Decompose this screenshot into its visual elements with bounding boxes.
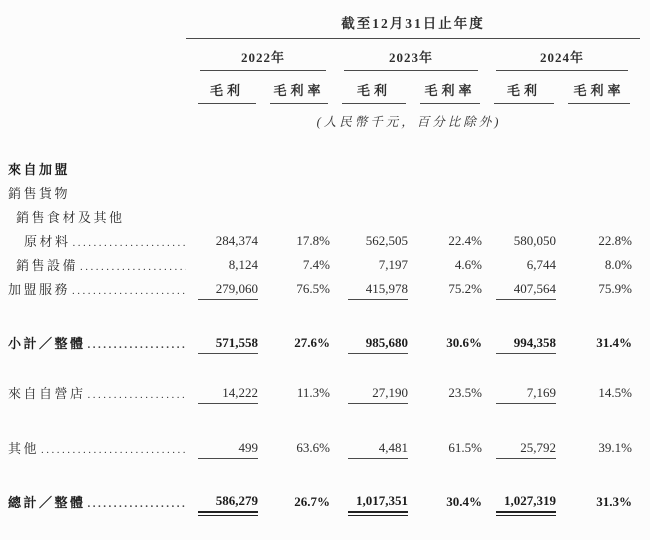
gpm-2022-value: 76.5% xyxy=(296,281,330,296)
unit-note: (人民幣千元，百分比除外) xyxy=(316,115,502,129)
row-label: 來自加盟 xyxy=(8,162,71,177)
year-2024-label: 2024年 xyxy=(496,39,628,71)
dot-leader xyxy=(86,498,186,510)
gp-2024-value: 25,792 xyxy=(496,440,556,459)
gpm-2023-value: 61.5% xyxy=(448,440,482,455)
gp-2024-value: 7,169 xyxy=(496,385,556,404)
gp-2022-value: 8,124 xyxy=(228,257,258,272)
row-label: 小計／整體 xyxy=(8,336,86,351)
year-group-2022 xyxy=(186,39,330,71)
year-2023-label: 2023年 xyxy=(344,39,478,71)
header-note-row xyxy=(8,104,640,130)
gpm-2024-value: 31.4% xyxy=(596,335,632,350)
period-title: 截至12月31日止年度 xyxy=(186,12,640,39)
gp-2022-value: 279,060 xyxy=(198,281,258,300)
row-food-ingredients-heading xyxy=(8,204,640,228)
gpm-2022-value: 17.8% xyxy=(296,233,330,248)
gpm-2022-value: 26.7% xyxy=(294,494,330,509)
row-subtotal-overall xyxy=(8,330,640,354)
dot-leader xyxy=(86,389,186,401)
row-franchise-services xyxy=(8,276,640,300)
gp-2023-value: 1,017,351 xyxy=(348,493,408,513)
gpm-2023-value: 23.5% xyxy=(448,385,482,400)
gp-2023-value: 7,197 xyxy=(378,257,408,272)
row-label: 其他 xyxy=(8,441,40,456)
row-others xyxy=(8,435,640,459)
gp-2022-value: 14,222 xyxy=(198,385,258,404)
header-period-row xyxy=(8,12,640,39)
gpm-2022-value: 7.4% xyxy=(302,257,330,272)
row-label: 來自自營店 xyxy=(8,386,86,401)
gp-2024-value: 580,050 xyxy=(513,233,556,248)
header-years-row xyxy=(8,39,640,71)
gpm-2023-value: 22.4% xyxy=(448,233,482,248)
gp-2024-value: 994,358 xyxy=(496,335,556,354)
row-label: 總計／整體 xyxy=(8,495,86,510)
dot-leader xyxy=(78,261,186,273)
gp-2024-value: 1,027,319 xyxy=(496,493,556,513)
row-sales-of-equipment xyxy=(8,252,640,276)
row-label: 銷售食材及其他 xyxy=(16,210,125,225)
year-2022-label: 2022年 xyxy=(200,39,326,71)
gp-2023-value: 415,978 xyxy=(348,281,408,300)
col-gross-margin-2024: 毛利率 xyxy=(568,71,630,104)
dot-leader xyxy=(70,285,186,297)
gpm-2022-value: 27.6% xyxy=(294,335,330,350)
gpm-2024-value: 39.1% xyxy=(598,440,632,455)
col-gross-margin-2022: 毛利率 xyxy=(270,71,328,104)
year-group-2024 xyxy=(482,39,632,71)
gp-2022-value: 284,374 xyxy=(215,233,258,248)
gp-2022-value: 499 xyxy=(198,440,258,459)
gpm-2024-value: 22.8% xyxy=(598,233,632,248)
gpm-2022-value: 63.6% xyxy=(296,440,330,455)
row-sales-of-goods-heading xyxy=(8,180,640,204)
gpm-2023-value: 4.6% xyxy=(454,257,482,272)
row-raw-materials xyxy=(8,228,640,252)
col-gross-profit-2022: 毛利 xyxy=(198,71,256,104)
header-columns-row xyxy=(8,71,640,104)
gpm-2023-value: 30.4% xyxy=(446,494,482,509)
row-label: 銷售貨物 xyxy=(8,186,71,201)
gpm-2023-value: 30.6% xyxy=(446,335,482,350)
gpm-2024-value: 8.0% xyxy=(604,257,632,272)
gp-2022-value: 571,558 xyxy=(198,335,258,354)
gpm-2024-value: 14.5% xyxy=(598,385,632,400)
gpm-2023-value: 75.2% xyxy=(448,281,482,296)
col-gross-profit-2023: 毛利 xyxy=(342,71,406,104)
gpm-2024-value: 31.3% xyxy=(596,494,632,509)
gp-2023-value: 985,680 xyxy=(348,335,408,354)
gpm-2022-value: 11.3% xyxy=(296,385,330,400)
row-from-franchising-heading xyxy=(8,156,640,180)
gp-2023-value: 4,481 xyxy=(348,440,408,459)
dot-leader xyxy=(71,237,186,249)
col-gross-margin-2023: 毛利率 xyxy=(420,71,480,104)
gp-2022-value: 586,279 xyxy=(198,493,258,513)
row-label: 原材料 xyxy=(24,234,71,249)
col-gross-profit-2024: 毛利 xyxy=(494,71,554,104)
row-label: 加盟服務 xyxy=(8,282,71,297)
dot-leader xyxy=(86,339,186,351)
gp-2024-value: 6,744 xyxy=(526,257,556,272)
dot-leader xyxy=(39,444,186,456)
row-from-self-operated-stores xyxy=(8,380,640,404)
gpm-2024-value: 75.9% xyxy=(598,281,632,296)
gp-2023-value: 562,505 xyxy=(365,233,408,248)
year-group-2023 xyxy=(330,39,482,71)
gp-2024-value: 407,564 xyxy=(496,281,556,300)
row-total-overall xyxy=(8,489,640,513)
row-label: 銷售設備 xyxy=(16,258,79,273)
gp-2023-value: 27,190 xyxy=(348,385,408,404)
